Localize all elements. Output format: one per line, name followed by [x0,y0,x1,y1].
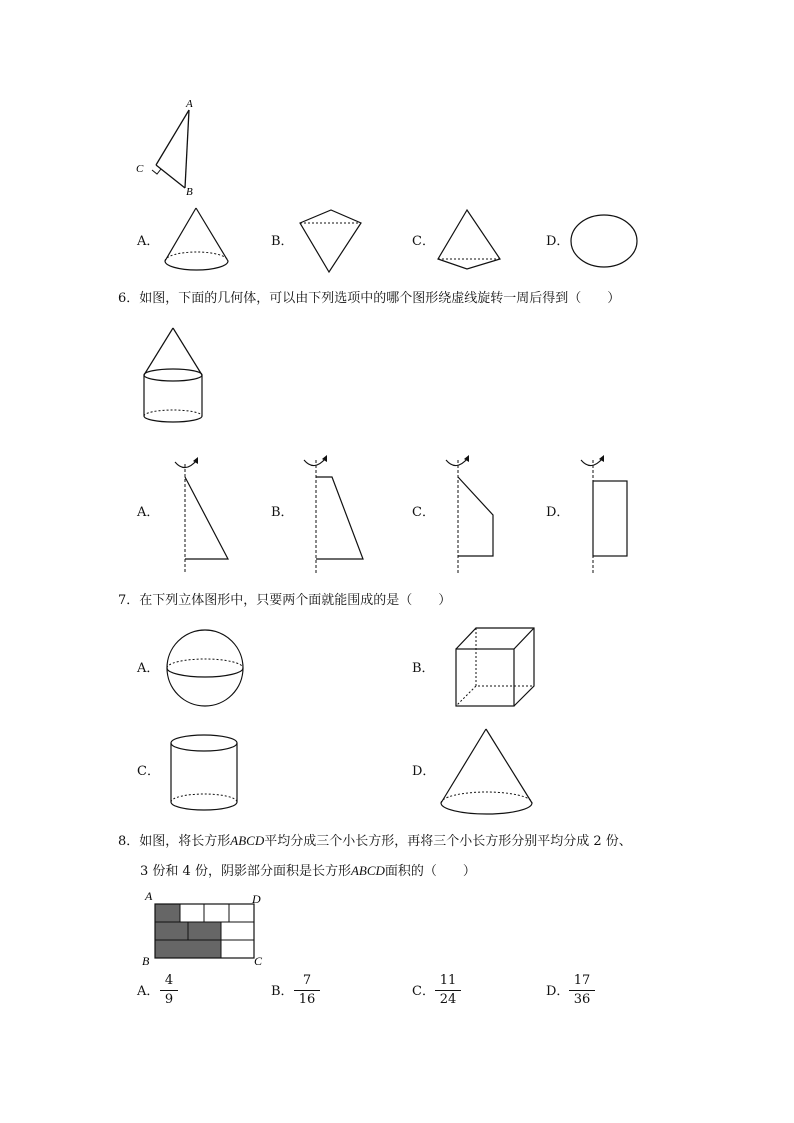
q5-option-d-sphere[interactable] [568,212,643,272]
q8-option-c-denominator: 24 [439,992,457,1007]
q7-option-c-label[interactable]: C． [137,764,160,779]
q8-option-a-fraction[interactable] [160,973,178,1008]
q7-option-b-cube[interactable] [452,624,537,709]
q8-option-c-fraction[interactable] [435,973,461,1008]
q7-option-d-cone[interactable] [437,726,537,818]
q8-option-a-numerator: 4 [164,973,174,988]
q6-stem: 6．如图，下面的几何体，可以由下列选项中的哪个图形绕虚线旋转一周后得到（ ） [118,291,621,306]
q6-option-b-label[interactable]: B． [271,505,294,520]
q7-option-a-label[interactable]: A． [137,661,160,676]
q8-option-b-label[interactable]: B． [271,984,294,999]
q8-option-c-label[interactable]: C． [412,984,435,999]
q6-option-d-label[interactable]: D． [546,505,570,520]
q8-label-d: D [252,892,261,906]
q8-option-b-denominator: 16 [298,992,316,1007]
q5-option-b-double-cone[interactable] [295,207,370,277]
q8-abcd-2: ABCD [350,863,385,878]
q7-option-c-cylinder[interactable] [168,732,243,817]
q8-stem-line1-post: 平均分成三个小长方形，再将三个小长方形分别平均分成 2 份、 [264,834,632,849]
q6-option-d-figure[interactable] [573,452,648,577]
q8-stem-line2-post: 面积的（ ） [384,864,476,879]
q5-option-c-double-cone[interactable] [434,207,509,272]
q5-triangle-figure [130,95,210,200]
q6-option-a-figure[interactable] [165,452,240,577]
q8-rectangle-figure [138,887,273,969]
q5-label-c: C [136,163,144,175]
q8-label-b: B [142,954,150,968]
q8-option-c-numerator: 11 [439,973,457,988]
q8-option-d-fraction[interactable] [569,973,595,1008]
q6-option-c-figure[interactable] [438,452,513,577]
q8-option-b-numerator: 7 [302,973,312,988]
q5-label-b: B [186,186,193,198]
q6-solid-cone-on-cylinder [138,325,208,430]
q5-option-a-cone[interactable] [160,205,235,280]
q8-option-d-numerator: 17 [573,973,591,988]
q7-stem: 7．在下列立体图形中，只要两个面就能围成的是（ ） [118,593,452,608]
q8-abcd-1: ABCD [230,833,265,848]
q5-label-a: A [186,98,193,110]
q8-label-c: C [254,954,263,968]
q6-option-c-label[interactable]: C． [412,505,435,520]
q8-option-a-label[interactable]: A． [137,984,160,999]
q8-stem-line2-pre: 3 份和 4 份，阴影部分面积是长方形 [140,864,351,879]
q6-option-a-label[interactable]: A． [137,505,160,520]
q8-option-b-fraction[interactable] [294,973,320,1008]
q5-option-d-label[interactable]: D． [546,234,570,249]
q7-option-a-sphere[interactable] [163,626,248,711]
q7-option-d-label[interactable]: D． [412,764,436,779]
q8-option-a-denominator: 9 [164,992,174,1007]
q8-stem-line1 [118,832,632,851]
q8-stem-line1-pre: 8．如图，将长方形 [118,834,231,849]
q8-option-d-label[interactable]: D． [546,984,570,999]
q5-option-b-label[interactable]: B． [271,234,294,249]
q8-option-d-denominator: 36 [573,992,591,1007]
q8-label-a: A [145,889,153,903]
q7-option-b-label[interactable]: B． [412,661,435,676]
q8-stem-line2 [140,862,476,881]
q5-option-a-label[interactable]: A． [137,234,160,249]
q6-option-b-figure[interactable] [296,452,371,577]
q5-option-c-label[interactable]: C． [412,234,435,249]
